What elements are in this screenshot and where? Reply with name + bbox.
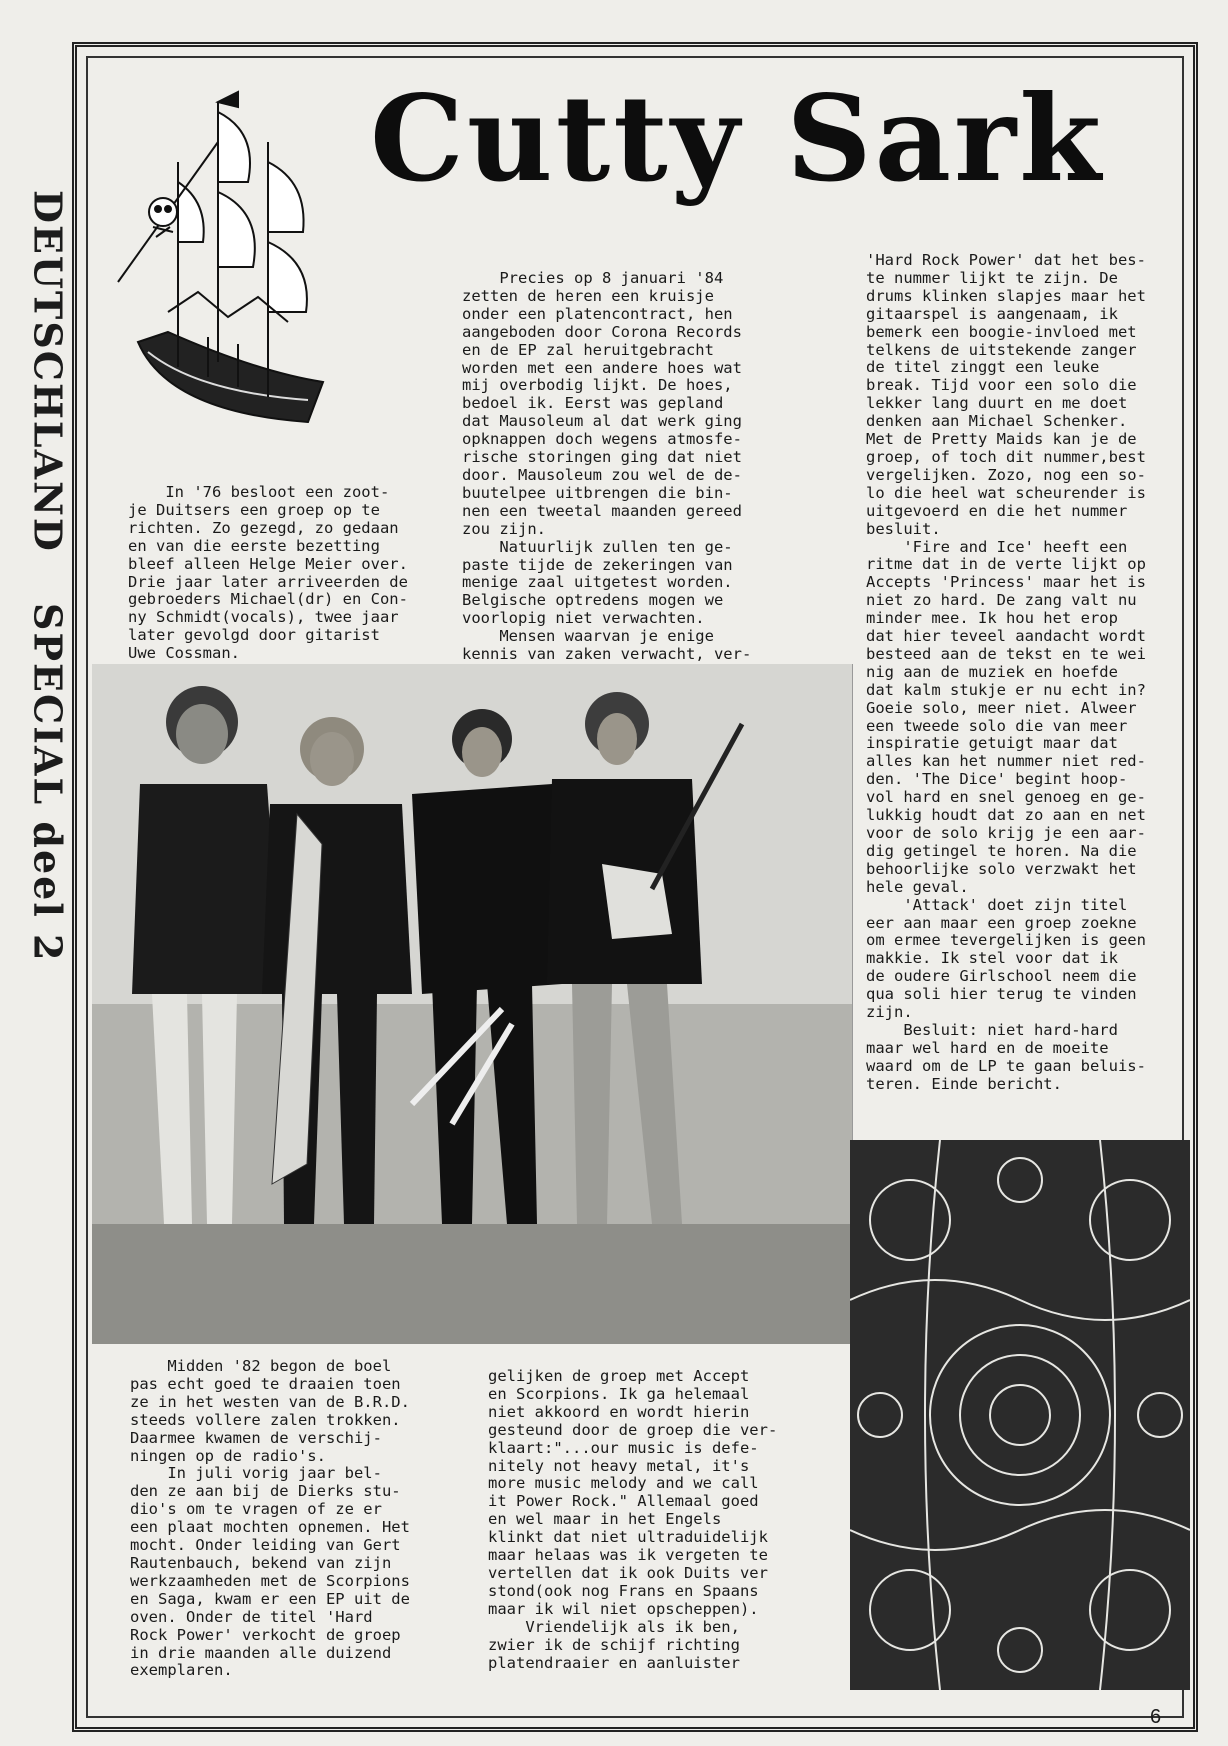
text-line: paste tijde de zekeringen van <box>462 555 733 574</box>
text-line: steeds vollere zalen trokken. <box>130 1410 401 1429</box>
text-line: dio's om te vragen of ze er <box>130 1500 382 1519</box>
text-line: drums klinken slapjes maar het <box>866 286 1146 305</box>
text-line: en Saga, kwam er een EP uit de <box>130 1589 410 1608</box>
text-line: stond(ook nog Frans en Spaans <box>488 1581 759 1600</box>
text-line: nig aan de muziek en hoefde <box>866 662 1118 681</box>
text-line: klaart:"...our music is defe- <box>488 1438 759 1457</box>
text-line: besteed aan de tekst en te wei <box>866 644 1146 663</box>
text-line: Rock Power' verkocht de groep <box>130 1625 401 1644</box>
text-line: maar wel hard en de moeite <box>866 1038 1109 1057</box>
text-line: de oudere Girlschool neem die <box>866 967 1137 986</box>
text-line: bemerk een boogie-invloed met <box>866 322 1137 341</box>
text-line: zwier ik de schijf richting <box>488 1635 740 1654</box>
text-line: Natuurlijk zullen ten ge- <box>462 537 733 556</box>
text-line: worden met een andere hoes wat <box>462 358 742 377</box>
text-line: nitely not heavy metal, it's <box>488 1456 750 1475</box>
text-line: Midden '82 begon de boel <box>130 1357 392 1375</box>
side-banner-line1: DEUTSCHLAND <box>25 190 71 553</box>
text-line: menige zaal uitgetest worden. <box>462 573 733 592</box>
text-line: later gevolgd door gitarist <box>128 626 380 645</box>
text-line: zetten de heren een kruisje <box>462 286 714 305</box>
text-line: den. 'The Dice' begint hoop- <box>866 770 1128 789</box>
band-photo <box>92 664 853 1344</box>
text-line: voorlopig niet verwachten. <box>462 609 705 628</box>
text-line: Besluit: niet hard-hard <box>866 1020 1118 1039</box>
text-line: besluit. <box>866 519 941 538</box>
column-intro <box>128 484 448 663</box>
text-line: en Scorpions. Ik ga helemaal <box>488 1384 750 1403</box>
text-line: onder een platencontract, hen <box>462 304 733 323</box>
text-line: dig getingel te horen. Na die <box>866 841 1137 860</box>
side-banner <box>20 190 76 1390</box>
text-line: door. Mausoleum zou wel de de- <box>462 465 742 484</box>
text-line: 'Hard Rock Power' dat het bes- <box>866 251 1146 269</box>
text-line: dat Mausoleum al dat werk ging <box>462 412 742 431</box>
text-line: oven. Onder de titel 'Hard <box>130 1607 373 1626</box>
text-line: Goeie solo, meer niet. Alweer <box>866 698 1137 717</box>
text-line: In juli vorig jaar bel- <box>130 1464 382 1483</box>
text-line: Met de Pretty Maids kan je de <box>866 430 1137 449</box>
text-line: more music melody and we call <box>488 1474 759 1493</box>
text-line: Vriendelijk als ik ben, <box>488 1617 740 1636</box>
text-line: hele geval. <box>866 877 969 896</box>
text-line: alles kan het nummer niet red- <box>866 752 1146 771</box>
text-line: de titel zinggt een leuke <box>866 358 1100 377</box>
text-line: ze in het westen van de B.R.D. <box>130 1392 410 1411</box>
text-line: Precies op 8 januari '84 <box>462 269 724 287</box>
text-line: uitgevoerd en die het nummer <box>866 501 1128 520</box>
lace-pattern-image <box>850 1140 1190 1690</box>
text-line: pas echt goed te draaien toen <box>130 1374 401 1393</box>
text-line: gelijken de groep met Accept <box>488 1367 750 1385</box>
article-title: Cutty Sark <box>370 69 1104 208</box>
text-line: telkens de uitstekende zanger <box>866 340 1137 359</box>
text-line: en de EP zal heruitgebracht <box>462 340 714 359</box>
side-banner-line2: SPECIAL deel 2 <box>25 602 71 963</box>
text-line: eer aan maar een groep zoekne <box>866 913 1137 932</box>
text-line: 'Attack' doet zijn titel <box>866 895 1128 914</box>
text-line: vol hard en snel genoeg en ge- <box>866 788 1146 807</box>
text-line: Uwe Cossman. <box>128 644 240 663</box>
text-line: ritme dat in de verte lijkt op <box>866 555 1146 574</box>
text-line: Accepts 'Princess' maar het is <box>866 573 1146 592</box>
text-line: Rautenbauch, bekend van zijn <box>130 1553 392 1572</box>
text-line: Mensen waarvan je enige <box>462 627 714 646</box>
text-line: makkie. Ik stel voor dat ik <box>866 949 1118 968</box>
text-line: rische storingen ging dat niet <box>462 448 742 467</box>
text-line: en wel maar in het Engels <box>488 1510 722 1529</box>
text-line: mocht. Onder leiding van Gert <box>130 1536 401 1555</box>
text-line: kennis van zaken verwacht, ver- <box>462 645 752 664</box>
text-line: dat kalm stukje er nu echt in? <box>866 680 1146 699</box>
text-line: exemplaren. <box>130 1661 233 1680</box>
text-line: bleef alleen Helge Meier over. <box>128 554 408 573</box>
text-line: vergelijken. Zozo, nog een so- <box>866 465 1146 484</box>
text-line: zijn. <box>866 1003 913 1022</box>
text-line: aangeboden door Corona Records <box>462 322 742 341</box>
text-line: ny Schmidt(vocals), twee jaar <box>128 608 399 627</box>
text-line: bedoel ik. Eerst was gepland <box>462 394 724 413</box>
text-line: om ermee tevergelijken is geen <box>866 931 1146 950</box>
text-line: een tweede solo die van meer <box>866 716 1128 735</box>
text-line: gitaarspel is aangenaam, ik <box>866 304 1118 323</box>
text-line: Daarmee kwamen de verschij- <box>130 1428 382 1447</box>
text-line: mij overbodig lijkt. De hoes, <box>462 376 733 395</box>
text-line: inspiratie getuigt maar dat <box>866 734 1118 753</box>
text-line: te nummer lijkt te zijn. De <box>866 268 1118 287</box>
text-line: zou zijn. <box>462 519 546 538</box>
column-opinion <box>488 1368 828 1672</box>
text-line: lukkig houdt dat zo aan en net <box>866 806 1146 825</box>
text-line: opknappen doch wegens atmosfe- <box>462 430 742 449</box>
text-line: gesteund door de groep die ver- <box>488 1420 778 1439</box>
text-line: minder mee. Ik hou het erop <box>866 609 1118 628</box>
text-line: je Duitsers een groep op te <box>128 500 380 519</box>
column-history <box>130 1358 460 1680</box>
text-line: gebroeders Michael(dr) en Con- <box>128 590 408 609</box>
text-line: ningen op de radio's. <box>130 1446 326 1465</box>
text-line: lo die heel wat scheurender is <box>866 483 1146 502</box>
text-line: werkzaamheden met de Scorpions <box>130 1571 410 1590</box>
text-line: behoorlijke solo verzwakt het <box>866 859 1137 878</box>
text-line: voor de solo krijg je een aar- <box>866 824 1146 842</box>
column-review <box>866 252 1196 1094</box>
text-line: maar helaas was ik vergeten te <box>488 1546 768 1565</box>
text-line: In '76 besloot een zoot- <box>128 483 390 501</box>
pirate-ship-illustration <box>108 82 338 462</box>
text-line: groep, of toch dit nummer,best <box>866 447 1146 466</box>
text-line: 'Fire and Ice' heeft een <box>866 537 1128 556</box>
text-line: lekker lang duurt en me doet <box>866 394 1128 413</box>
column-contract <box>462 270 802 664</box>
text-line: een plaat mochten opnemen. Het <box>130 1518 410 1537</box>
text-line: niet akkoord en wordt hierin <box>488 1402 750 1421</box>
page-number: 6 <box>1150 1706 1162 1728</box>
text-line: in drie maanden alle duizend <box>130 1643 392 1662</box>
text-line: denken aan Michael Schenker. <box>866 412 1128 431</box>
text-line: it Power Rock." Allemaal goed <box>488 1492 759 1511</box>
text-line: nen een tweetal maanden gereed <box>462 501 742 520</box>
text-line: qua soli hier terug te vinden <box>866 985 1137 1004</box>
text-line: buutelpee uitbrengen die bin- <box>462 483 733 502</box>
text-line: niet zo hard. De zang valt nu <box>866 591 1137 610</box>
text-line: platendraaier en aanluister <box>488 1653 740 1672</box>
text-line: teren. Einde bericht. <box>866 1074 1062 1093</box>
text-line: maar ik wil niet opscheppen). <box>488 1599 759 1618</box>
text-line: break. Tijd voor een solo die <box>866 376 1137 395</box>
text-line: waard om de LP te gaan beluis- <box>866 1056 1146 1075</box>
text-line: dat hier teveel aandacht wordt <box>866 627 1146 646</box>
text-line: Drie jaar later arriveerden de <box>128 572 408 591</box>
text-line: en van die eerste bezetting <box>128 536 380 555</box>
text-line: klinkt dat niet ultraduidelijk <box>488 1528 768 1547</box>
text-line: vertellen dat ik ook Duits ver <box>488 1563 768 1582</box>
text-line: richten. Zo gezegd, zo gedaan <box>128 518 399 537</box>
text-line: den ze aan bij de Dierks stu- <box>130 1482 401 1501</box>
text-line: Belgische optredens mogen we <box>462 591 724 610</box>
